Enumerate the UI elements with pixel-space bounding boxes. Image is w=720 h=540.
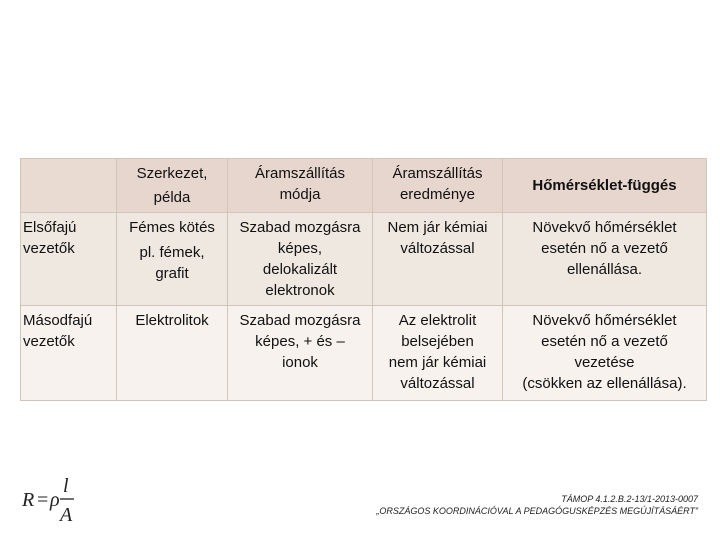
header-transport-result: Áramszállítás eredménye [373, 159, 503, 213]
cell-structure: Fémes kötés pl. fémek, grafit [117, 213, 228, 306]
cell-temperature-dependence: Növekvő hőmérséklet esetén nő a vezető ellenállása. [503, 213, 707, 306]
formula-denominator: A [60, 504, 73, 525]
formula-numerator: l [63, 475, 69, 497]
row-label-first-kind: Elsőfajú vezetők [21, 213, 117, 306]
table-row [21, 306, 707, 401]
corner-cell [21, 159, 117, 213]
conductors-table [20, 158, 707, 401]
cell-temperature-dependence: Növekvő hőmérséklet esetén nő a vezető vezetése (csökken az ellenállása). [503, 306, 707, 401]
formula-rho: ρ [50, 489, 60, 511]
resistance-formula [22, 470, 92, 525]
cell-transport-mode: Szabad mozgásra képes, + és – ionok [228, 306, 373, 401]
table-header-row [21, 159, 707, 213]
header-structure: Szerkezet, példa [117, 159, 228, 213]
footer-project-code: TÁMOP 4.1.2.B.2-13/1-2013-0007 [561, 494, 698, 504]
cell-structure: Elektrolitok [117, 306, 228, 401]
formula-lhs: R [22, 489, 35, 511]
formula-equals: = [37, 489, 49, 511]
row-label-second-kind: Másodfajú vezetők [21, 306, 117, 401]
footer-project-title: „ORSZÁGOS KOORDINÁCIÓVAL A PEDAGÓGUSKÉPZÉS MEGÚJÍTÁSÁÉRT” [376, 506, 698, 516]
cell-transport-result: Nem jár kémiai változással [373, 213, 503, 306]
header-temperature-dependence: Hőmérséklet-függés [503, 159, 707, 213]
table-row [21, 213, 707, 306]
header-transport-mode: Áramszállítás módja [228, 159, 373, 213]
project-footer [376, 493, 698, 517]
cell-transport-mode: Szabad mozgásra képes, delokalizált elektronok [228, 213, 373, 306]
cell-transport-result: Az elektrolit belsejében nem jár kémiai változással [373, 306, 503, 401]
